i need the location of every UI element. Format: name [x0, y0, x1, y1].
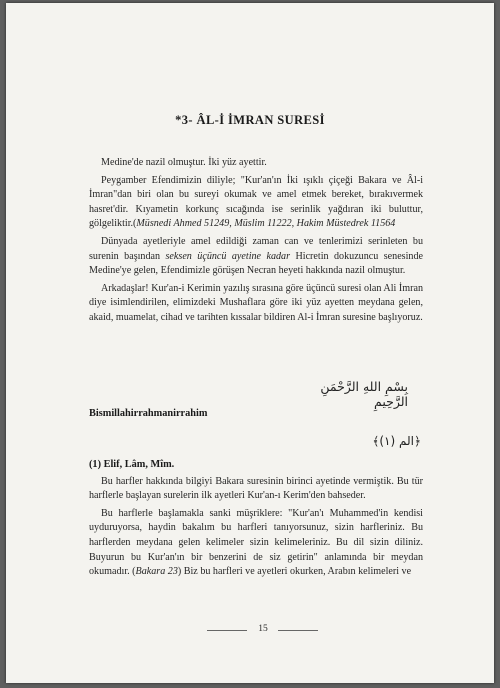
basmala-arabic: بِسْمِ اللهِ الرَّحْمَنِ الرَّحِيمِ [320, 379, 408, 409]
paragraph-letters: Bu harfler hakkında bilgiyi Bakara suresinin birinci ayetinde vermiştik. Bu tür harflerle başlayan surelerin ilk ayetleri Kur'an-ı Kerim'den bahseder. [89, 475, 423, 502]
verse-1-heading: (1) Elif, Lâm, Mîm. [89, 459, 175, 470]
page-number: 15 [258, 624, 268, 634]
emphasis-text: seksen üçüncü ayetine kadar [165, 250, 291, 262]
paragraph-context: Dünyada ayetleriyle amel edildiği zaman can ve tenlerimizi serinleten bu surenin başından seksen üçüncü ayetine kadar Hicretin dokuzuncu senesinde Medine'ye gelen, Efendimizle görüşen Necran heyeti hakkında nazil olmuştur. [89, 235, 423, 277]
hadith-reference: Müsnedi Ahmed 51249, Müslim 11222, Hakim Müstedrek 11564 [136, 218, 396, 230]
intro-text-block [89, 156, 423, 326]
paragraph-introduction: Arkadaşlar! Kur'an-i Kerimin yazılış sırasına göre üçüncü suresi olan Ali İmran diye isimlendirilen, elimizdeki Mushaflara göre iki yüz ayetten meydana gelen, akaid, muamelat, cihad ve tarihten kıssalar bildiren Al-i İmran suresine başlıyoruz. [89, 282, 423, 323]
footer-rule-left [207, 630, 247, 631]
page-title: *3- ÂL-İ İMRAN SURESİ [175, 113, 325, 127]
paragraph-challenge: Bu harflerle başlamakla sanki müşriklere: "Kur'an'ı Muhammed'in kendisi uyduruyorsa, haydin bakalım bu harfleri tanıyorsunuz, sizin harfleriniz. Bu harflerden meydana gelen kelimeler sizin kelimeleriniz. Bu dil sizin diliniz. Buyurun bu Kur'an'ın bir benzerini de siz getirin" anlamında bir meydan okumadır. (Bakara 23) Biz bu harfleri ve ayetleri okurken, Arabın kelimeleri ve [89, 507, 423, 578]
paragraph-revelation: Medine'de nazil olmuştur. İki yüz ayettir. [101, 157, 267, 168]
page-footer [6, 624, 494, 636]
basmala-transliteration: Bismillahirrahmanirrahim [89, 408, 208, 419]
paragraph-hadith: Peygamber Efendimizin diliyle; "Kur'an'ın İki ışıklı çiçeği Bakara ve Âl-i İmran"dan biri olan bu sureyi okumak ve amel etmek bereket, bırakıvermek hasret'dir. Kıyametin korkunç sıcağında ise serinlik yağdıran iki buluttur, gölgeliktir.(Müsnedi Ahmed 51249, Müslim 11222, Hakim Müstedrek 11564 [89, 174, 423, 230]
footer-rule-right [278, 630, 318, 631]
book-page [6, 3, 494, 683]
verse-1-arabic: ﴿الم (١)﴾ [372, 434, 421, 448]
verse-reference: Bakara 23 [135, 566, 178, 578]
verse-commentary-block [89, 458, 423, 580]
